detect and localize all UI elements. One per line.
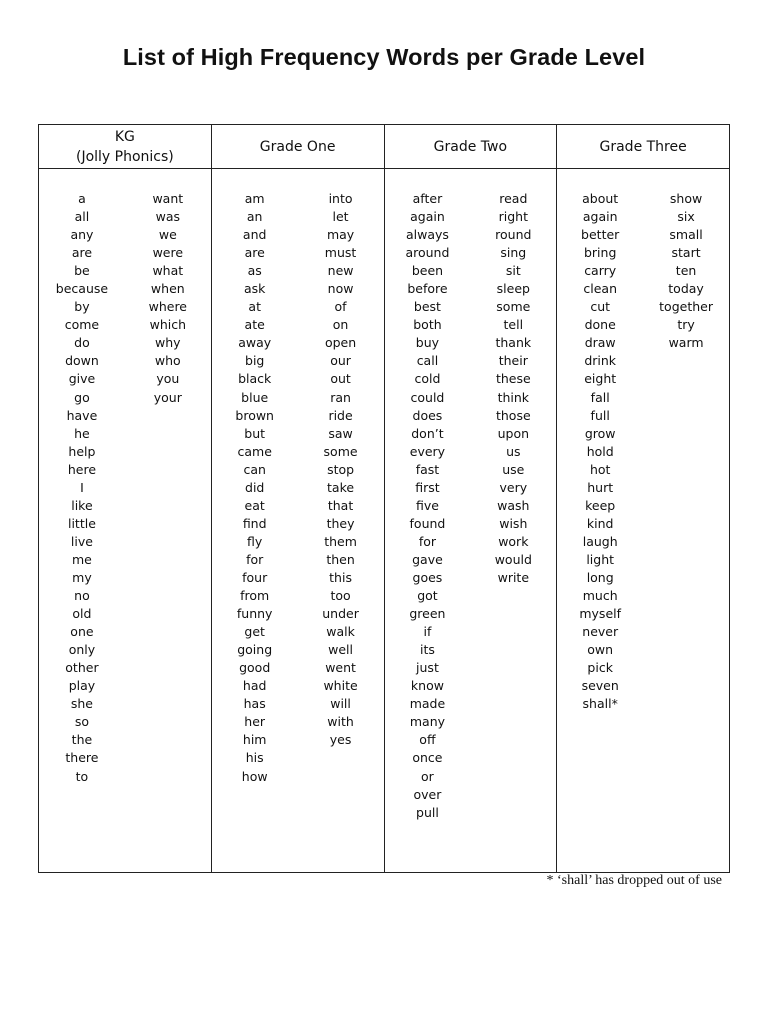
word-item: open [324, 335, 357, 351]
word-item: sing [500, 245, 527, 261]
word-item: away [238, 335, 272, 351]
page-title: List of High Frequency Words per Grade Level [122, 44, 646, 70]
word-item: again [410, 209, 445, 225]
header-grade-two-label: Grade Two [433, 138, 508, 155]
word-item: with [327, 714, 354, 730]
header-grade-three-label: Grade Three [599, 138, 687, 155]
word-item: six [677, 209, 695, 225]
word-item: then [326, 551, 355, 567]
word-item: saw [328, 425, 353, 441]
word-item: buy [415, 335, 440, 351]
word-item: came [237, 443, 272, 459]
word-item: he [74, 425, 90, 441]
word-item: any [70, 227, 94, 243]
word-item: wash [497, 497, 530, 513]
word-item: off [419, 732, 436, 748]
word-item: can [243, 461, 266, 477]
word-item: hold [586, 443, 614, 459]
word-item: what [152, 263, 184, 279]
footnote: * ‘shall’ has dropped out of use [546, 873, 722, 888]
word-item: better [581, 227, 620, 243]
word-item: fast [415, 461, 440, 477]
word-item: today [668, 281, 704, 297]
word-item: first [415, 479, 440, 495]
word-item: before [407, 281, 448, 297]
word-item: went [325, 660, 356, 676]
word-item: ride [328, 407, 353, 423]
word-item: keep [585, 497, 616, 513]
word-item: play [68, 678, 96, 694]
word-item: upon [497, 425, 530, 441]
word-item: well [328, 642, 353, 658]
word-item: found [409, 515, 446, 531]
word-item: brown [235, 407, 274, 423]
word-item: know [410, 678, 444, 694]
word-item: again [582, 209, 618, 225]
word-item: black [238, 371, 272, 387]
word-item: which [149, 317, 187, 333]
word-item: seven [581, 678, 619, 694]
word-item: myself [579, 606, 622, 622]
word-item: get [244, 624, 265, 640]
word-item: four [242, 569, 268, 585]
word-item: on [332, 317, 349, 333]
word-item: give [68, 371, 96, 387]
cell-grade-two [384, 169, 557, 873]
word-list-kg-right [125, 190, 211, 786]
word-item: bring [583, 245, 617, 261]
word-item: sit [505, 263, 521, 279]
word-item: down [65, 353, 99, 369]
word-item: but [244, 425, 266, 441]
word-item: the [71, 732, 93, 748]
word-item: me [72, 551, 92, 567]
word-list-kg-left [39, 190, 125, 786]
word-item: out [330, 371, 351, 387]
word-item: yes [329, 732, 352, 748]
word-item: hot [589, 461, 611, 477]
word-item: an [246, 209, 263, 225]
word-item: how [241, 768, 268, 784]
word-item: eat [244, 497, 265, 513]
word-item: here [67, 461, 97, 477]
word-item: into [328, 191, 353, 206]
word-item: be [74, 263, 90, 279]
word-item: draw [584, 335, 616, 351]
word-item: stop [327, 461, 355, 477]
word-item: long [586, 569, 614, 585]
word-item: she [70, 696, 93, 712]
word-item: to [75, 768, 89, 784]
word-item: going [237, 642, 273, 658]
word-item: come [64, 317, 100, 333]
word-item: good [239, 660, 271, 676]
word-item: many [409, 714, 446, 730]
word-item: they [326, 515, 355, 531]
word-item: about [582, 191, 619, 206]
word-item: light [586, 551, 615, 567]
word-item: some [323, 443, 358, 459]
word-list-grade-three-left [557, 190, 643, 713]
word-item: pick [587, 660, 613, 676]
word-item: got [417, 588, 438, 604]
word-item: much [582, 588, 618, 604]
word-item: fall [590, 389, 610, 405]
word-item: goes [412, 569, 443, 585]
word-item: go [74, 389, 90, 405]
word-item: her [244, 714, 266, 730]
word-item: sleep [496, 281, 530, 297]
word-item: funny [236, 606, 273, 622]
word-item: thank [495, 335, 532, 351]
word-item: its [419, 642, 435, 658]
word-item: green [409, 606, 446, 622]
word-item: that [327, 497, 354, 513]
word-item: take [327, 479, 355, 495]
word-item: grow [584, 425, 616, 441]
word-list-grade-two-right [470, 190, 556, 822]
word-item: old [72, 606, 92, 622]
word-list-grade-one-left [212, 190, 298, 786]
word-item: does [412, 407, 443, 423]
word-item: after [412, 191, 443, 206]
word-item: once [412, 750, 443, 766]
word-item: call [416, 353, 439, 369]
word-item: for [418, 533, 437, 549]
word-item: other [65, 660, 99, 676]
word-item: could [410, 389, 445, 405]
word-item: when [150, 281, 185, 297]
word-item: all [74, 209, 90, 225]
cell-grade-three [557, 169, 730, 873]
word-item: read [499, 191, 528, 206]
word-item: shall* [582, 696, 618, 712]
word-item: our [330, 353, 351, 369]
word-item: over [413, 786, 442, 802]
word-item: would [494, 551, 532, 567]
word-item: do [74, 335, 90, 351]
word-item: have [66, 407, 98, 423]
word-item: will [330, 696, 351, 712]
word-item: these [495, 371, 531, 387]
word-item: were [152, 245, 184, 261]
word-item: you [156, 371, 180, 387]
word-item: write [497, 569, 530, 585]
word-item: want [152, 191, 184, 206]
word-item: made [409, 696, 446, 712]
word-list-grade-three-right [643, 190, 729, 713]
word-item: always [405, 227, 449, 243]
word-item: had [242, 678, 267, 694]
word-item: laugh [582, 533, 618, 549]
word-item: did [245, 479, 265, 495]
word-item: ran [330, 389, 351, 405]
word-item: them [324, 533, 357, 549]
word-item: by [74, 299, 90, 315]
word-item: help [68, 443, 96, 459]
table-body-row [39, 169, 730, 873]
word-item: or [421, 768, 434, 784]
word-item: we [158, 227, 177, 243]
word-item: because [55, 281, 109, 297]
word-item: clean [583, 281, 617, 297]
word-item: think [497, 389, 530, 405]
word-item: tell [503, 317, 524, 333]
word-item: like [71, 497, 93, 513]
word-item: find [242, 515, 267, 531]
word-item: right [498, 209, 528, 225]
word-item: why [155, 335, 181, 351]
word-item: blue [241, 389, 269, 405]
word-item: together [659, 299, 713, 315]
word-item: both [413, 317, 442, 333]
header-grade-one [211, 125, 384, 169]
word-item: at [248, 299, 261, 315]
word-item: has [243, 696, 266, 712]
word-item: cold [414, 371, 441, 387]
word-item: every [409, 443, 446, 459]
word-item: where [148, 299, 188, 315]
word-item: for [246, 551, 264, 567]
word-item: just [416, 660, 439, 676]
word-item: kind [586, 515, 614, 531]
word-item: around [405, 245, 450, 261]
header-grade-three [557, 125, 730, 169]
word-item: who [154, 353, 181, 369]
word-item: little [67, 515, 96, 531]
word-item: full [590, 407, 610, 423]
word-item: pull [416, 804, 439, 820]
word-item: round [495, 227, 532, 243]
cell-grade-one [211, 169, 384, 873]
table-header-row [39, 125, 730, 169]
word-item: live [70, 533, 93, 549]
word-list-grade-two-left [385, 190, 471, 822]
word-item: new [327, 263, 354, 279]
word-item: and [242, 227, 267, 243]
word-item: some [496, 299, 531, 315]
word-item: never [582, 624, 619, 640]
word-item: your [153, 389, 182, 405]
word-item: are [71, 245, 93, 261]
word-table [38, 124, 730, 873]
word-item: ask [243, 281, 266, 297]
word-item: am [244, 191, 265, 206]
word-item: as [247, 263, 262, 279]
word-item: him [242, 732, 267, 748]
word-item: of [334, 299, 347, 315]
word-item: drink [584, 353, 617, 369]
word-item: too [330, 588, 351, 604]
word-item: let [332, 209, 349, 225]
word-item: now [327, 281, 354, 297]
word-item: I [80, 479, 84, 495]
word-item: try [677, 317, 695, 333]
word-item: under [322, 606, 359, 622]
word-item: best [413, 299, 441, 315]
word-item: one [70, 624, 94, 640]
word-item: there [65, 750, 99, 766]
word-item: hurt [587, 479, 614, 495]
word-item: big [245, 353, 265, 369]
word-item: small [669, 227, 703, 243]
word-item: gave [412, 551, 443, 567]
word-item: done [584, 317, 616, 333]
word-item: work [498, 533, 529, 549]
word-item: are [244, 245, 265, 261]
word-item: ate [244, 317, 265, 333]
word-item: fly [247, 533, 263, 549]
word-item: cut [590, 299, 611, 315]
word-item: five [415, 497, 439, 513]
header-kg-line2: (Jolly Phonics) [75, 148, 174, 165]
word-item: this [329, 569, 352, 585]
word-item: his [245, 750, 264, 766]
word-item: carry [584, 263, 617, 279]
word-item: my [72, 569, 92, 585]
header-kg [39, 125, 212, 169]
word-item: start [671, 245, 701, 261]
word-item: those [495, 407, 531, 423]
word-item: wish [499, 515, 528, 531]
header-grade-one-label: Grade One [259, 138, 336, 155]
header-kg-line1: KG [114, 128, 135, 145]
word-item: use [502, 461, 525, 477]
word-item: ten [675, 263, 697, 279]
word-item: their [498, 353, 528, 369]
word-item: walk [326, 624, 355, 640]
cell-kg [39, 169, 212, 873]
word-item: may [326, 227, 355, 243]
word-item: us [506, 443, 521, 459]
word-list-grade-one-right [298, 190, 384, 786]
word-item: warm [668, 335, 704, 351]
word-item: been [411, 263, 444, 279]
header-grade-two [384, 125, 557, 169]
word-item: only [68, 642, 96, 658]
word-item: from [240, 588, 270, 604]
word-item: must [324, 245, 357, 261]
word-item: was [155, 209, 181, 225]
word-item: a [78, 191, 86, 206]
word-item: don’t [411, 425, 444, 441]
word-item: if [423, 624, 432, 640]
word-item: so [74, 714, 90, 730]
word-item: eight [584, 371, 617, 387]
word-item: white [323, 678, 358, 694]
word-item: no [74, 588, 90, 604]
word-item: very [499, 479, 528, 495]
word-item: own [587, 642, 614, 658]
word-item: show [669, 191, 703, 206]
